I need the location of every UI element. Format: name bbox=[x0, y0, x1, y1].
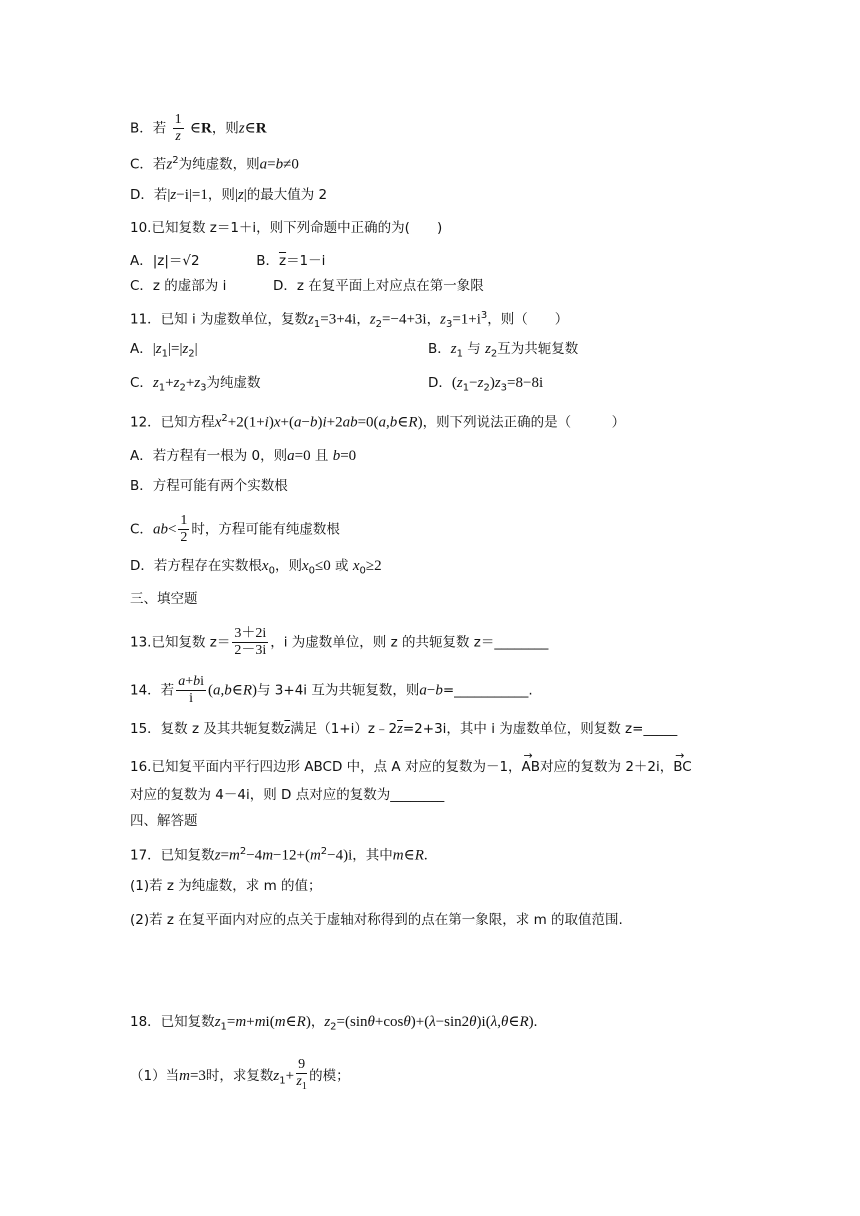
q12-option-a-label: A．若方程有一根为 0，则 bbox=[130, 448, 288, 464]
fraction-1-over-2: $\frac{1}{2}$ bbox=[180, 513, 188, 545]
q11-option-a-label: A． bbox=[130, 341, 153, 357]
question-18-part-1: （1）当m=3时，求复数$z_1+$ $\frac{9}{z_1}$ 的模； bbox=[130, 1057, 350, 1095]
q14-blank: =___________. bbox=[442, 682, 533, 699]
q18-part-1-label: （1）当 bbox=[130, 1067, 180, 1084]
z-conjugate-q15b: $\overline{z}$ bbox=[397, 721, 403, 737]
fraction-q14: $\frac{a+bi}{i}$ bbox=[178, 674, 204, 706]
q12-option-d-mid: ，则 bbox=[274, 558, 302, 574]
q11-option-c-text: 为纯虚数 bbox=[206, 375, 261, 391]
q11-option-d-label: D． bbox=[428, 375, 452, 391]
option-b: B．若 $\frac{1}{z}$ ∈R，则z∈R bbox=[130, 112, 267, 144]
question-13 bbox=[130, 626, 548, 659]
question-16-line-1 bbox=[130, 758, 692, 776]
question-11-option-d: D．$(z_1-z_2)z_3=8-8i$ bbox=[428, 375, 544, 394]
question-17-part-2: (2)若 z 在复平面内对应的点关于虚轴对称得到的点在第一象限，求 m 的取值范围. bbox=[130, 912, 623, 928]
q14-end: 与 3+4i 互为共轭复数，则 bbox=[257, 682, 420, 699]
q10-option-a: A．|z|＝√2 bbox=[130, 253, 200, 269]
option-b-label: B．若 bbox=[130, 120, 167, 137]
question-10-options-ab bbox=[130, 252, 325, 270]
q12-option-c-end: 时，方程可能有纯虚数根 bbox=[191, 521, 340, 538]
q13-stem: 13.已知复数 z＝ bbox=[130, 634, 231, 651]
option-c: C．若$z^2$为纯虚数，则a=b≠0 bbox=[130, 155, 299, 173]
q12-option-c-label: C． bbox=[130, 521, 153, 538]
question-16-line-2: 对应的复数为 4－4i，则 D 点对应的复数为________ bbox=[130, 787, 445, 803]
option-c-label: C．若 bbox=[130, 156, 167, 173]
fraction-1-over-z: $\frac{1}{z}$ bbox=[174, 112, 182, 144]
q16-part-1: 16.已知复平面内平行四边形 ABCD 中，点 A 对应的复数为－1， bbox=[130, 759, 522, 775]
q11-option-b-label: B． bbox=[428, 341, 451, 357]
option-d: D．若|z−i|=1，则|z|的最大值为 2 bbox=[130, 187, 328, 203]
option-c-mid: 为纯虚数，则 bbox=[178, 156, 260, 173]
z-conjugate: $\overline{z}$ bbox=[278, 253, 287, 269]
option-d-label: D．若 bbox=[130, 187, 168, 203]
fraction-q13: $\frac{3+2i}{2-3i}$ bbox=[234, 626, 267, 658]
question-15 bbox=[130, 720, 677, 738]
q15-end2: =2+3i，其中 i 为虚数单位，则复数 z=_____ bbox=[402, 721, 678, 737]
question-10-options-cd bbox=[130, 277, 484, 295]
option-d-end: 的最大值为 2 bbox=[246, 187, 328, 203]
q18-part-1-end: 的模； bbox=[309, 1067, 350, 1084]
q16-part-2: 对应的复数为 2＋2i， bbox=[540, 759, 674, 775]
q17-end: ，其中 bbox=[352, 847, 393, 864]
question-17: 17．已知复数$z=m^2-4m-12+(m^2-4)i$，其中m∈R. bbox=[130, 846, 428, 864]
question-14: 14．若 $\frac{a+bi}{i}$ (a,b∈R)与 3+4i 互为共轭复数，则a−b=___________. bbox=[130, 674, 533, 706]
question-17-part-1: (1)若 z 为纯虚数，求 m 的值； bbox=[130, 878, 322, 894]
option-d-mid: ，则 bbox=[207, 187, 235, 203]
q13-end: ，i 为虚数单位，则 z 的共轭复数 z＝________ bbox=[270, 634, 549, 651]
q12-stem: 12．已知方程 bbox=[130, 414, 215, 431]
section-fill-in-heading: 三、填空题 bbox=[130, 591, 198, 607]
z-conjugate-q15: $\overline{z}$ bbox=[284, 721, 291, 737]
q14-stem: 14．若 bbox=[130, 682, 175, 699]
question-11-option-c: C．$z_1+z_2+z_3$为纯虚数 bbox=[130, 375, 261, 394]
q10-option-b-value: ＝1－i bbox=[286, 253, 326, 269]
vector-ab: → AB bbox=[522, 758, 541, 776]
q11-option-c-label: C． bbox=[130, 375, 153, 391]
q11-end: ，则（ ） bbox=[487, 311, 569, 328]
q15-end: 满足（1+i）z﹣2 bbox=[290, 721, 398, 737]
q12-option-d-label: D．若方程存在实数根 bbox=[130, 558, 262, 574]
q17-stem: 17．已知复数 bbox=[130, 847, 215, 864]
question-11: 11．已知 i 为虚数单位，复数$z_1=3+4i$，$z_2=-4+3i$，$z_3=1+i^3$，则（ ） bbox=[130, 310, 569, 331]
q18-part-1-mid: 时，求复数 bbox=[205, 1067, 274, 1084]
question-12-option-b: B．方程可能有两个实数根 bbox=[130, 478, 288, 494]
fraction-9-over-z1: $\frac{9}{z_1}$ bbox=[296, 1057, 307, 1092]
question-11-option-b: B．$z_1$ 与 $z_2$互为共轭复数 bbox=[428, 341, 579, 360]
q18-stem: 18．已知复数 bbox=[130, 1014, 215, 1030]
q10-option-c: C．z 的虚部为 i bbox=[130, 278, 227, 294]
question-12-option-c: C．ab< $\frac{1}{2}$ 时，方程可能有纯虚数根 bbox=[130, 513, 340, 545]
q11-stem: 11．已知 i 为虚数单位，复数 bbox=[130, 311, 309, 328]
q12-end: ，则下列说法正确的是（ ） bbox=[422, 414, 626, 431]
q11-option-b-text: 互为共轭复数 bbox=[497, 341, 579, 357]
question-12-option-d: D．若方程存在实数根$x_0$，则$x_0\le 0$ 或 $x_0\ge 2$ bbox=[130, 558, 382, 577]
q15-stem: 15．复数 z 及其共轭复数 bbox=[130, 721, 285, 737]
section-answer-heading: 四、解答题 bbox=[130, 813, 198, 829]
question-11-option-a: A．$|z_1|=|z_2|$ bbox=[130, 341, 198, 360]
q10-option-b: B． bbox=[256, 253, 279, 269]
question-12-option-a: A．若方程有一根为 0，则a=0 且 b=0 bbox=[130, 448, 357, 464]
q10-option-d: D．z 在复平面上对应点在第一象限 bbox=[272, 278, 484, 294]
vector-bc: → BC bbox=[673, 758, 691, 776]
question-18: 18．已知复数$z_1=m+mi(m\in R)$，$z_2=(\sin\theta+\cos\theta)+(\lambda-\sin 2\theta)i(\lambda,\theta\in R)$. bbox=[130, 1014, 538, 1033]
option-b-mid: ，则 bbox=[211, 120, 239, 137]
question-12: 12．已知方程$x^2+2(1+i)x+(a-b)i+2ab=0(a,b\in R)$，则下列说法正确的是（ ） bbox=[130, 413, 626, 431]
question-10: 10.已知复数 z＝1＋i，则下列命题中正确的为( ) bbox=[130, 220, 443, 236]
